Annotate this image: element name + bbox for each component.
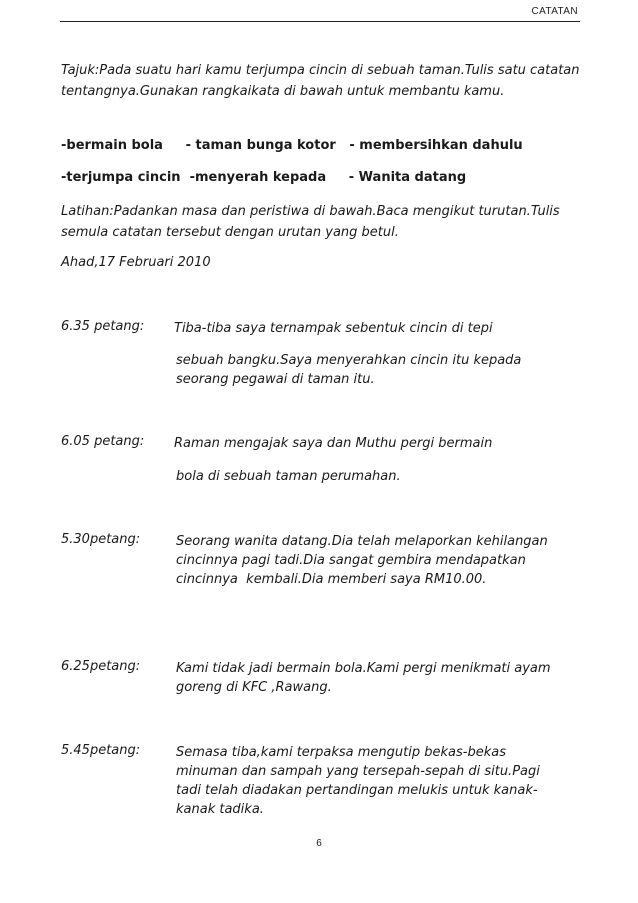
entry-time: 5.45petang: <box>61 743 141 758</box>
entry-time: 6.35 petang: <box>61 319 145 334</box>
keywords-line-1: -bermain bola - taman bunga kotor - membersihkan dahulu <box>61 138 523 153</box>
task-title: Tajuk:Pada suatu hari kamu terjumpa cincin di sebuah taman.Tulis satu catatan tentangnya.Gunakan rangkaikata di bawah untuk membantu kamu. <box>61 63 580 99</box>
page-number: 6 <box>316 838 322 849</box>
exercise-instruction: Latihan:Padankan masa dan peristiwa di bawah.Baca mengikut turutan.Tulis semula catatan tersebut dengan urutan yang betul. <box>61 204 560 240</box>
entry-text: Seorang wanita datang.Dia telah melaporkan kehilangan cincinnya pagi tadi.Dia sangat gembira mendapatkan cincinnya kembali.Dia memberi saya RM10.00. <box>176 534 577 587</box>
entry-text-continued: bola di sebuah taman perumahan. <box>176 469 401 484</box>
exercise-date: Ahad,17 Februari 2010 <box>61 255 211 270</box>
header-divider <box>60 21 580 22</box>
entry-time: 6.25petang: <box>61 659 141 674</box>
header-label: CATATAN <box>531 6 578 17</box>
entry-text-continued: sebuah bangku.Saya menyerahkan cincin itu kepada seorang pegawai di taman itu. <box>176 353 522 387</box>
entry-time: 6.05 petang: <box>61 434 145 449</box>
entry-text: Raman mengajak saya dan Muthu pergi bermain <box>174 436 493 451</box>
entry-text: Tiba-tiba saya ternampak sebentuk cincin di tepi <box>174 321 493 336</box>
keywords-line-2: -terjumpa cincin -menyerah kepada - Wanita datang <box>61 170 467 185</box>
entry-time: 5.30petang: <box>61 532 141 547</box>
entry-text: Semasa tiba,kami terpaksa mengutip bekas-bekas minuman dan sampah yang tersepah-sepah di situ.Pagi tadi telah diadakan pertandingan melukis untuk kanak-kanak tadika. <box>176 745 540 817</box>
entry-text: Kami tidak jadi bermain bola.Kami pergi menikmati ayam goreng di KFC ,Rawang. <box>176 661 551 695</box>
